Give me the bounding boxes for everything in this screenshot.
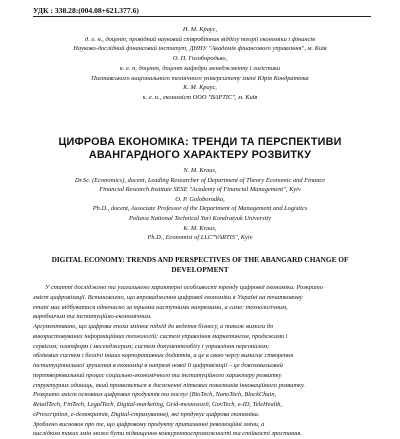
title-line: DIGITAL ECONOMY: TRENDS AND PERSPECTIVES OF THE ABANGARD CHANGE OF: [51, 255, 349, 264]
abstract-line: Аргументовано, що цифрова епоха змінює підхід до ведення бізнесу, а також вимоги до: [33, 323, 274, 330]
author-affiliation: Financial Research Institute SESE "Academy of Financial Management", Kyiv: [99, 186, 301, 194]
author-name: O. P. Goloborodko,: [175, 195, 225, 203]
abstract-line: зміст цифровізації. Встановлено, що впровадження цифрової економіки в Україні на початковому: [33, 293, 303, 301]
abstract-line: етапі має відбуватися одночасно за трьома наступними напрямами, а саме: технологічним,: [33, 303, 288, 311]
abstract-line: перетворювальний процес соціально-економічного та інституційного характеру розвитку: [33, 371, 282, 379]
title-line: ЦИФРОВА ЕКОНОМІКА: ТРЕНДИ ТА ПЕРСПЕКТИВИ: [58, 136, 342, 148]
author-affiliation: Ph.D., Economist of LLC"VARTIS", Kyiv: [147, 234, 253, 242]
udk-text: УДК : 338.28:(004.08+621.377.6): [33, 6, 139, 15]
abstract-line: облікових систем і безлічі інших корпоративних додатків, а це в свою чергу вимагає створення: [33, 352, 294, 360]
abstract-line: інституціональної зрушення в економіці в напрямі нової її цифровізації – це довгохвильовий: [33, 362, 283, 369]
article-title-ukrainian: [34, 136, 366, 162]
abstract: [33, 283, 378, 439]
abstract-line: структурних одиниць, який проявляється в досягненні піткових показників інноваційного розвитку.: [33, 381, 305, 389]
author-affiliation: к. е. н., економіст ООО "ВАРТІС", м. Київ: [142, 93, 258, 101]
title-line: АВАНГАРДНОГО ХАРАКТЕРУ РОЗВИТКУ: [88, 149, 312, 161]
author-name: Н. М. Краус,: [182, 26, 218, 33]
author-affiliation: д. е. н., доцент, провідний науковий співробітник відділу теорії економіки і фінансів: [85, 35, 315, 43]
author-name: N. M. Kraus,: [183, 167, 217, 174]
abstract-line: сервісом; платформ і месенджерам; систем документообігу і управління персоналом;: [33, 342, 270, 350]
abstract-line: виробничим та інституційно-економічним.: [33, 313, 152, 321]
abstract-line: Розкрито зміст основних цифрових продуктів та послуг (BioTech, NanoTech, BlockChain,: [33, 391, 277, 399]
abstract-line: Зроблено висновок про те, що цифровому продукту притаманні революційні зміни, а: [33, 420, 265, 428]
author-affiliation: Poltava National Technical Yuri Kondratyuk University: [128, 214, 272, 222]
udk-underline: [33, 16, 371, 17]
abstract-line: використовуваних інформаційних технологій: систем управління маркетингом, продажами і: [33, 332, 288, 340]
author-affiliation: к. е. н, доцент, доцент кафедри менеджменту і логістики: [119, 64, 281, 72]
abstract-line: У статті досліджено та узагальнено характерні особливості тренду цифрової економіки. Розкрито: [45, 284, 323, 291]
title-line: DEVELOPMENT: [171, 264, 229, 274]
author-affiliation: Ph.D., docent, Associate Professor of the Department of Management and Logistics: [92, 205, 308, 213]
article-title-english: [34, 255, 366, 274]
authors-english: [34, 166, 366, 243]
author-name: К. М. Краус,: [183, 84, 217, 92]
author-affiliation: Полтавського національного технічного університету імені Юрія Кондратюка: [91, 74, 309, 82]
authors-ukrainian: [34, 25, 366, 103]
udk-code: [33, 6, 378, 17]
abstract-line: RetailTech, FinTech, LegalTech, Digital-marketing, Grid-технології, GovTech, e-ID, TeleHealth,: [33, 401, 283, 408]
author-name: О. П. Голобородько,: [172, 55, 228, 63]
author-affiliation: Dr.Sc. (Economics), docent, Leading Researcher of Department of Theory Economic and Finance: [74, 176, 326, 184]
author-affiliation: Науково-дослідний фінансовий інститут, ДННУ "Академія фінансового управління", м. Київ: [73, 45, 327, 53]
abstract-line: ePrescription, e-демократія, Digital-страхування), які продукує цифрова економіка.: [33, 410, 260, 418]
abstract-line: наслідком таких змін може бути підвищення конкурентоспроможності та стійкості зростання.: [33, 430, 303, 438]
author-name: K. M. Kraus,: [183, 224, 217, 232]
